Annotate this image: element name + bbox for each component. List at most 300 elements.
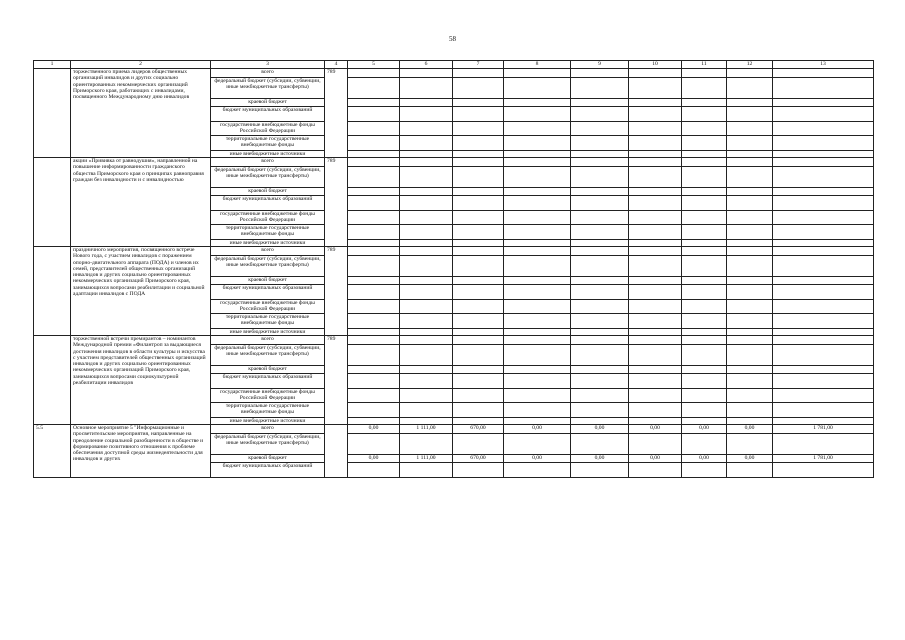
value-cell	[571, 344, 629, 365]
funding-source-cell: государственные внебюджетные фонды Российской Федерации	[211, 210, 325, 225]
value-cell	[571, 388, 629, 403]
value-cell	[400, 136, 453, 151]
value-cell	[504, 314, 571, 329]
value-cell	[682, 166, 727, 187]
value-cell	[400, 365, 453, 374]
value-cell	[453, 77, 504, 98]
value-cell: 1 781,00	[773, 425, 874, 434]
value-cell	[629, 107, 682, 122]
value-cell	[629, 365, 682, 374]
value-cell	[773, 77, 874, 98]
value-cell	[348, 299, 400, 314]
funding-source-cell: бюджет муниципальных образований	[211, 285, 325, 300]
value-cell	[453, 344, 504, 365]
value-cell	[348, 336, 400, 345]
value-cell	[682, 247, 727, 256]
value-cell	[773, 403, 874, 418]
value-cell	[727, 403, 773, 418]
value-cell	[727, 463, 773, 478]
value-cell	[453, 247, 504, 256]
value-cell	[571, 239, 629, 247]
value-cell	[571, 187, 629, 196]
col-header-5: 5	[348, 61, 400, 69]
value-cell	[629, 344, 682, 365]
value-cell	[682, 388, 727, 403]
value-cell	[348, 276, 400, 285]
funding-source-cell: федеральный бюджет (субсидии, субвенции, иные межбюджетные трансферты)	[211, 344, 325, 365]
value-cell	[773, 136, 874, 151]
budget-table	[33, 60, 874, 478]
value-cell	[773, 150, 874, 158]
value-cell: 0,00	[682, 454, 727, 463]
value-cell	[400, 196, 453, 211]
value-cell	[348, 255, 400, 276]
value-cell	[453, 107, 504, 122]
value-cell	[727, 166, 773, 187]
value-cell	[727, 365, 773, 374]
value-cell	[629, 187, 682, 196]
value-cell	[453, 299, 504, 314]
value-cell	[504, 344, 571, 365]
value-cell	[453, 210, 504, 225]
value-cell	[773, 225, 874, 240]
table-body	[34, 69, 874, 478]
value-cell	[682, 121, 727, 136]
value-cell	[629, 158, 682, 167]
value-cell	[773, 158, 874, 167]
value-cell	[727, 344, 773, 365]
value-cell	[727, 158, 773, 167]
value-cell: 0,00	[571, 425, 629, 434]
value-cell	[571, 276, 629, 285]
value-cell	[504, 98, 571, 107]
value-cell	[773, 187, 874, 196]
value-cell	[727, 69, 773, 78]
value-cell	[629, 276, 682, 285]
value-cell	[504, 328, 571, 336]
row-number-cell	[34, 69, 71, 158]
value-cell	[571, 433, 629, 454]
value-cell	[400, 285, 453, 300]
value-cell	[348, 136, 400, 151]
value-cell	[453, 336, 504, 345]
value-cell	[773, 336, 874, 345]
value-cell	[348, 433, 400, 454]
value-cell: 0,00	[629, 425, 682, 434]
value-cell	[504, 403, 571, 418]
value-cell	[504, 433, 571, 454]
value-cell	[504, 285, 571, 300]
value-cell	[773, 328, 874, 336]
value-cell	[571, 314, 629, 329]
value-cell	[453, 314, 504, 329]
row-number-cell	[34, 158, 71, 247]
value-cell	[504, 365, 571, 374]
value-cell	[400, 247, 453, 256]
table-header	[34, 61, 874, 69]
value-cell	[682, 433, 727, 454]
row-number-cell	[34, 336, 71, 425]
value-cell	[571, 98, 629, 107]
value-cell	[727, 336, 773, 345]
value-cell	[682, 98, 727, 107]
value-cell	[682, 150, 727, 158]
value-cell	[629, 285, 682, 300]
value-cell	[453, 365, 504, 374]
value-cell	[348, 239, 400, 247]
col-header-4: 4	[325, 61, 348, 69]
value-cell	[400, 107, 453, 122]
value-cell: 0,00	[682, 425, 727, 434]
value-cell	[453, 276, 504, 285]
row-number-cell	[34, 247, 71, 336]
value-cell	[348, 403, 400, 418]
col-header-7: 7	[453, 61, 504, 69]
value-cell	[727, 299, 773, 314]
value-cell	[727, 107, 773, 122]
value-cell	[727, 77, 773, 98]
col-header-2: 2	[71, 61, 211, 69]
value-cell	[400, 344, 453, 365]
value-cell	[504, 463, 571, 478]
value-cell	[453, 150, 504, 158]
value-cell	[453, 158, 504, 167]
value-cell	[682, 210, 727, 225]
value-cell	[348, 328, 400, 336]
funding-source-cell: всего	[211, 158, 325, 167]
value-cell	[571, 150, 629, 158]
value-cell	[453, 328, 504, 336]
value-cell	[682, 344, 727, 365]
value-cell	[629, 403, 682, 418]
funding-source-cell: иные внебюджетные источники	[211, 150, 325, 158]
value-cell	[773, 276, 874, 285]
value-cell	[348, 285, 400, 300]
value-cell	[629, 98, 682, 107]
funding-source-cell: краевой бюджет	[211, 454, 325, 463]
table-row	[34, 336, 874, 345]
value-cell	[682, 107, 727, 122]
value-cell	[682, 336, 727, 345]
funding-source-cell: иные внебюджетные источники	[211, 417, 325, 425]
value-cell	[400, 417, 453, 425]
value-cell	[773, 239, 874, 247]
funding-source-cell: федеральный бюджет (субсидии, субвенции, иные межбюджетные трансферты)	[211, 433, 325, 454]
funding-source-cell: краевой бюджет	[211, 276, 325, 285]
value-cell	[504, 336, 571, 345]
value-cell	[400, 121, 453, 136]
value-cell	[571, 255, 629, 276]
value-cell	[571, 69, 629, 78]
value-cell	[348, 158, 400, 167]
activity-name-cell: торжественной встречи премирантов – номинантов Международной премии «Филантроп за выдающиеся достижения инвалидов в области культуры и искусства с участием представителей общественных организаций инвалидов и других социально ориентированных некоммерческих организаций Приморского края, занимающихся вопросами социокультурной реабилитации инвалидов	[71, 336, 211, 425]
value-cell	[504, 255, 571, 276]
value-cell	[348, 374, 400, 389]
value-cell	[504, 239, 571, 247]
funding-source-cell: государственные внебюджетные фонды Российской Федерации	[211, 388, 325, 403]
value-cell	[348, 417, 400, 425]
value-cell	[504, 69, 571, 78]
value-cell	[400, 328, 453, 336]
value-cell	[348, 77, 400, 98]
value-cell	[629, 150, 682, 158]
col-header-6: 6	[400, 61, 453, 69]
value-cell	[682, 158, 727, 167]
value-cell	[400, 150, 453, 158]
col-header-8: 8	[504, 61, 571, 69]
activity-name-cell: акции «Прививка от равнодушия», направленной на повышение информированности гражданского общества Приморского края о принципах равноправия граждан без инвалидности и с инвалидностью	[71, 158, 211, 247]
value-cell	[348, 150, 400, 158]
value-cell	[682, 187, 727, 196]
value-cell	[727, 136, 773, 151]
value-cell	[727, 255, 773, 276]
value-cell	[504, 417, 571, 425]
table-row	[34, 69, 874, 78]
value-cell	[773, 196, 874, 211]
value-cell: 0,00	[571, 454, 629, 463]
value-cell	[571, 463, 629, 478]
value-cell	[773, 255, 874, 276]
value-cell	[504, 247, 571, 256]
value-cell	[504, 121, 571, 136]
value-cell	[348, 196, 400, 211]
value-cell	[504, 158, 571, 167]
funding-source-cell: всего	[211, 69, 325, 78]
value-cell	[682, 225, 727, 240]
value-cell: 0,00	[629, 454, 682, 463]
value-cell	[453, 374, 504, 389]
value-cell	[348, 463, 400, 478]
value-cell	[400, 239, 453, 247]
value-cell	[571, 285, 629, 300]
value-cell	[682, 136, 727, 151]
value-cell	[682, 365, 727, 374]
value-cell	[571, 166, 629, 187]
value-cell	[453, 166, 504, 187]
value-cell: 670,00	[453, 454, 504, 463]
funding-source-cell: краевой бюджет	[211, 98, 325, 107]
funding-source-cell: краевой бюджет	[211, 365, 325, 374]
value-cell	[453, 121, 504, 136]
value-cell	[348, 247, 400, 256]
row-number-cell: 5.5	[34, 425, 71, 478]
value-cell	[629, 247, 682, 256]
col-header-3: 3	[211, 61, 325, 69]
value-cell	[682, 299, 727, 314]
value-cell	[571, 158, 629, 167]
value-cell	[400, 276, 453, 285]
value-cell	[400, 374, 453, 389]
value-cell	[629, 239, 682, 247]
value-cell	[571, 77, 629, 98]
funding-source-cell: территориальные государственные внебюджетные фонды	[211, 225, 325, 240]
funding-source-cell: бюджет муниципальных образований	[211, 107, 325, 122]
value-cell	[571, 299, 629, 314]
value-cell	[682, 285, 727, 300]
funding-source-cell: всего	[211, 425, 325, 434]
activity-name-cell: Основное мероприятие 5 "Информационные и просветительские мероприятия, направленные на преодоление социальной разобщенности в обществе и формирование позитивного отношения к проблеме обеспечения доступной среды жизнедеятельности для инвалидов и других	[71, 425, 211, 478]
value-cell	[773, 344, 874, 365]
value-cell	[773, 314, 874, 329]
value-cell	[629, 69, 682, 78]
value-cell	[400, 403, 453, 418]
value-cell	[453, 417, 504, 425]
value-cell	[571, 210, 629, 225]
budget-code-cell: 789	[325, 69, 348, 158]
value-cell	[682, 374, 727, 389]
value-cell	[727, 285, 773, 300]
value-cell	[629, 196, 682, 211]
value-cell	[773, 374, 874, 389]
value-cell	[629, 374, 682, 389]
budget-code-cell: 789	[325, 247, 348, 336]
value-cell	[400, 187, 453, 196]
value-cell	[773, 121, 874, 136]
funding-source-cell: бюджет муниципальных образований	[211, 196, 325, 211]
value-cell	[682, 276, 727, 285]
value-cell	[571, 336, 629, 345]
funding-source-cell: территориальные государственные внебюджетные фонды	[211, 403, 325, 418]
value-cell	[682, 314, 727, 329]
value-cell	[629, 136, 682, 151]
value-cell	[773, 433, 874, 454]
value-cell: 0,00	[727, 425, 773, 434]
value-cell	[348, 225, 400, 240]
value-cell	[773, 247, 874, 256]
value-cell	[504, 77, 571, 98]
value-cell	[727, 239, 773, 247]
value-cell: 0,00	[348, 454, 400, 463]
value-cell	[727, 150, 773, 158]
value-cell	[727, 187, 773, 196]
value-cell	[504, 299, 571, 314]
value-cell: 0,00	[348, 425, 400, 434]
funding-source-cell: всего	[211, 247, 325, 256]
value-cell	[348, 107, 400, 122]
value-cell	[629, 314, 682, 329]
value-cell: 1 781,00	[773, 454, 874, 463]
value-cell	[504, 374, 571, 389]
funding-source-cell: территориальные государственные внебюджетные фонды	[211, 136, 325, 151]
value-cell	[571, 136, 629, 151]
funding-source-cell: краевой бюджет	[211, 187, 325, 196]
value-cell	[629, 77, 682, 98]
value-cell	[727, 196, 773, 211]
value-cell	[400, 255, 453, 276]
value-cell	[400, 336, 453, 345]
value-cell	[727, 121, 773, 136]
funding-source-cell: федеральный бюджет (субсидии, субвенции, иные межбюджетные трансферты)	[211, 166, 325, 187]
page-number: 58	[449, 35, 456, 43]
value-cell	[727, 276, 773, 285]
value-cell	[727, 433, 773, 454]
value-cell	[453, 403, 504, 418]
value-cell	[400, 166, 453, 187]
value-cell	[629, 225, 682, 240]
value-cell	[629, 388, 682, 403]
value-cell	[348, 210, 400, 225]
budget-code-cell	[325, 425, 348, 478]
value-cell	[727, 417, 773, 425]
value-cell	[571, 403, 629, 418]
value-cell	[773, 299, 874, 314]
funding-source-cell: федеральный бюджет (субсидии, субвенции, иные межбюджетные трансферты)	[211, 77, 325, 98]
value-cell	[727, 388, 773, 403]
value-cell: 670,00	[453, 425, 504, 434]
value-cell	[682, 196, 727, 211]
value-cell	[348, 121, 400, 136]
value-cell	[504, 150, 571, 158]
value-cell	[727, 225, 773, 240]
col-header-9: 9	[571, 61, 629, 69]
value-cell	[727, 210, 773, 225]
activity-name-cell: торжественного приема лидеров общественных организаций инвалидов и других социально ориентированных некоммерческих организаций Приморского края, работающих с инвалидами, посвященного Международному дню инвалидов	[71, 69, 211, 158]
value-cell	[571, 328, 629, 336]
value-cell	[453, 388, 504, 403]
value-cell	[453, 98, 504, 107]
value-cell	[348, 69, 400, 78]
value-cell	[629, 328, 682, 336]
value-cell	[773, 463, 874, 478]
value-cell	[571, 365, 629, 374]
value-cell	[571, 196, 629, 211]
value-cell	[571, 374, 629, 389]
funding-source-cell: федеральный бюджет (субсидии, субвенции, иные межбюджетные трансферты)	[211, 255, 325, 276]
value-cell	[773, 365, 874, 374]
value-cell	[348, 388, 400, 403]
value-cell	[453, 255, 504, 276]
funding-source-cell: иные внебюджетные источники	[211, 239, 325, 247]
value-cell	[453, 463, 504, 478]
value-cell	[773, 166, 874, 187]
value-cell	[400, 98, 453, 107]
col-header-11: 11	[682, 61, 727, 69]
funding-source-cell: территориальные государственные внебюджетные фонды	[211, 314, 325, 329]
value-cell	[453, 225, 504, 240]
value-cell	[348, 166, 400, 187]
value-cell: 0,00	[504, 454, 571, 463]
value-cell	[504, 166, 571, 187]
value-cell	[727, 314, 773, 329]
value-cell	[682, 463, 727, 478]
value-cell	[773, 69, 874, 78]
budget-code-cell: 789	[325, 336, 348, 425]
value-cell	[453, 239, 504, 247]
value-cell	[504, 388, 571, 403]
value-cell	[682, 77, 727, 98]
value-cell	[727, 328, 773, 336]
funding-source-cell: государственные внебюджетные фонды Российской Федерации	[211, 121, 325, 136]
col-header-10: 10	[629, 61, 682, 69]
value-cell: 0,00	[504, 425, 571, 434]
value-cell	[453, 285, 504, 300]
value-cell	[400, 433, 453, 454]
funding-source-cell: бюджет муниципальных образований	[211, 374, 325, 389]
value-cell	[400, 210, 453, 225]
value-cell	[682, 403, 727, 418]
value-cell	[453, 433, 504, 454]
value-cell	[773, 417, 874, 425]
value-cell	[629, 121, 682, 136]
value-cell	[682, 417, 727, 425]
value-cell	[629, 166, 682, 187]
value-cell	[453, 136, 504, 151]
value-cell	[504, 276, 571, 285]
value-cell	[400, 69, 453, 78]
value-cell: 1 111,00	[400, 425, 453, 434]
value-cell	[727, 98, 773, 107]
value-cell	[400, 463, 453, 478]
